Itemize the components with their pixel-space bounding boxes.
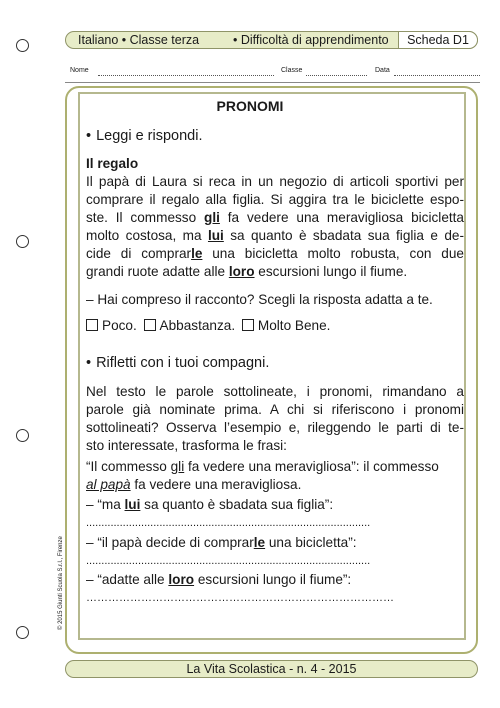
class-line: [306, 75, 367, 76]
name-label: Nome: [70, 67, 89, 74]
separator-line: [65, 82, 480, 83]
story-line: comprare il regalo alla figlia. Si aggira tra le biciclette espo-: [86, 192, 464, 207]
instruction-reflect: • Rifletti con i tuoi compagni.: [86, 355, 464, 372]
pronoun-lui: lui: [124, 497, 141, 512]
checkbox-icon[interactable]: [242, 319, 254, 331]
option-molto-bene[interactable]: Molto Bene.: [242, 318, 331, 333]
example-referent: al papà: [86, 477, 131, 492]
option-abbastanza[interactable]: Abbastanza.: [144, 318, 236, 333]
instruction-read: • Leggi e rispondi.: [86, 128, 464, 145]
date-label: Data: [375, 67, 390, 74]
story-line: molto costosa, ma lui sa quanto è sbadata sua figlia e de-: [86, 228, 464, 243]
copyright-note: © 2015 Giunti Scuola S.r.l., Firenze: [58, 536, 64, 630]
pronoun-gli: gli: [170, 459, 185, 474]
name-line: [98, 75, 274, 76]
binder-hole-3: [16, 429, 29, 442]
binder-hole-4: [16, 626, 29, 639]
story-line: grandi ruote adatte alle loro escursioni lungo il fiume.: [86, 264, 408, 279]
class-label: Classe: [281, 67, 303, 74]
pronoun-le: le: [191, 246, 203, 261]
answer-line-3[interactable]: …………………………………………………………………………: [86, 592, 394, 604]
paragraph-line: sto interessate, trasforma le frasi:: [86, 438, 287, 453]
header-bar: [65, 31, 478, 49]
example-answer: al papà fa vedere una meravigliosa.: [86, 477, 302, 492]
checkbox-icon[interactable]: [144, 319, 156, 331]
page-title: PRONOMI: [216, 98, 284, 114]
story-title: Il regalo: [86, 156, 139, 171]
pronoun-le: le: [253, 535, 266, 550]
comprehension-question: – Hai compreso il racconto? Scegli la risposta adatta a te.: [86, 292, 433, 307]
binder-hole-2: [16, 235, 29, 248]
pronoun-gli: gli: [204, 210, 220, 225]
header-subject: Italiano • Classe terza: [78, 33, 200, 47]
pronoun-lui: lui: [207, 228, 224, 243]
answer-line-1[interactable]: .............................................................................................: [86, 517, 371, 529]
pronoun-loro: loro: [228, 264, 255, 279]
story-line: Il papà di Laura si reca in un negozio di articoli sportivi per: [86, 174, 464, 189]
sheet-label: Scheda D1: [398, 31, 478, 49]
option-poco[interactable]: Poco.: [86, 318, 137, 333]
paragraph-line: parole già nominate prima. A chi si riferiscono i pronomi: [86, 402, 464, 417]
story-line: ste. Il commesso gli fa vedere una meravigliosa bicicletta: [86, 210, 464, 225]
paragraph-line: Nel testo le parole sottolineate, i pronomi, rimandano a: [86, 384, 464, 399]
story-line: cide di comprarle una bicicletta molto robusta, con due: [86, 246, 464, 261]
binder-hole-1: [16, 39, 29, 52]
answer-line-2[interactable]: .............................................................................................: [86, 555, 371, 567]
exercise-item-3: – “adatte alle loro escursioni lungo il fiume”:: [86, 572, 352, 587]
header-topic: • Difficoltà di apprendimento: [233, 33, 389, 47]
example-line: “Il commesso gli fa vedere una meravigliosa”: il commesso: [86, 459, 439, 474]
paragraph-line: sottolineati? Osserva l’esempio e, rileggendo le parti di te-: [86, 420, 464, 435]
checkbox-icon[interactable]: [86, 319, 98, 331]
pronoun-loro: loro: [168, 572, 195, 587]
student-fields: [70, 67, 480, 79]
exercise-item-2: – “il papà decide di comprarle una bicicletta”:: [86, 535, 357, 550]
footer-bar: La Vita Scolastica - n. 4 - 2015: [65, 660, 478, 678]
answer-options: [86, 317, 464, 334]
exercise-item-1: – “ma lui sa quanto è sbadata sua figlia”:: [86, 497, 334, 512]
date-line: [394, 75, 480, 76]
